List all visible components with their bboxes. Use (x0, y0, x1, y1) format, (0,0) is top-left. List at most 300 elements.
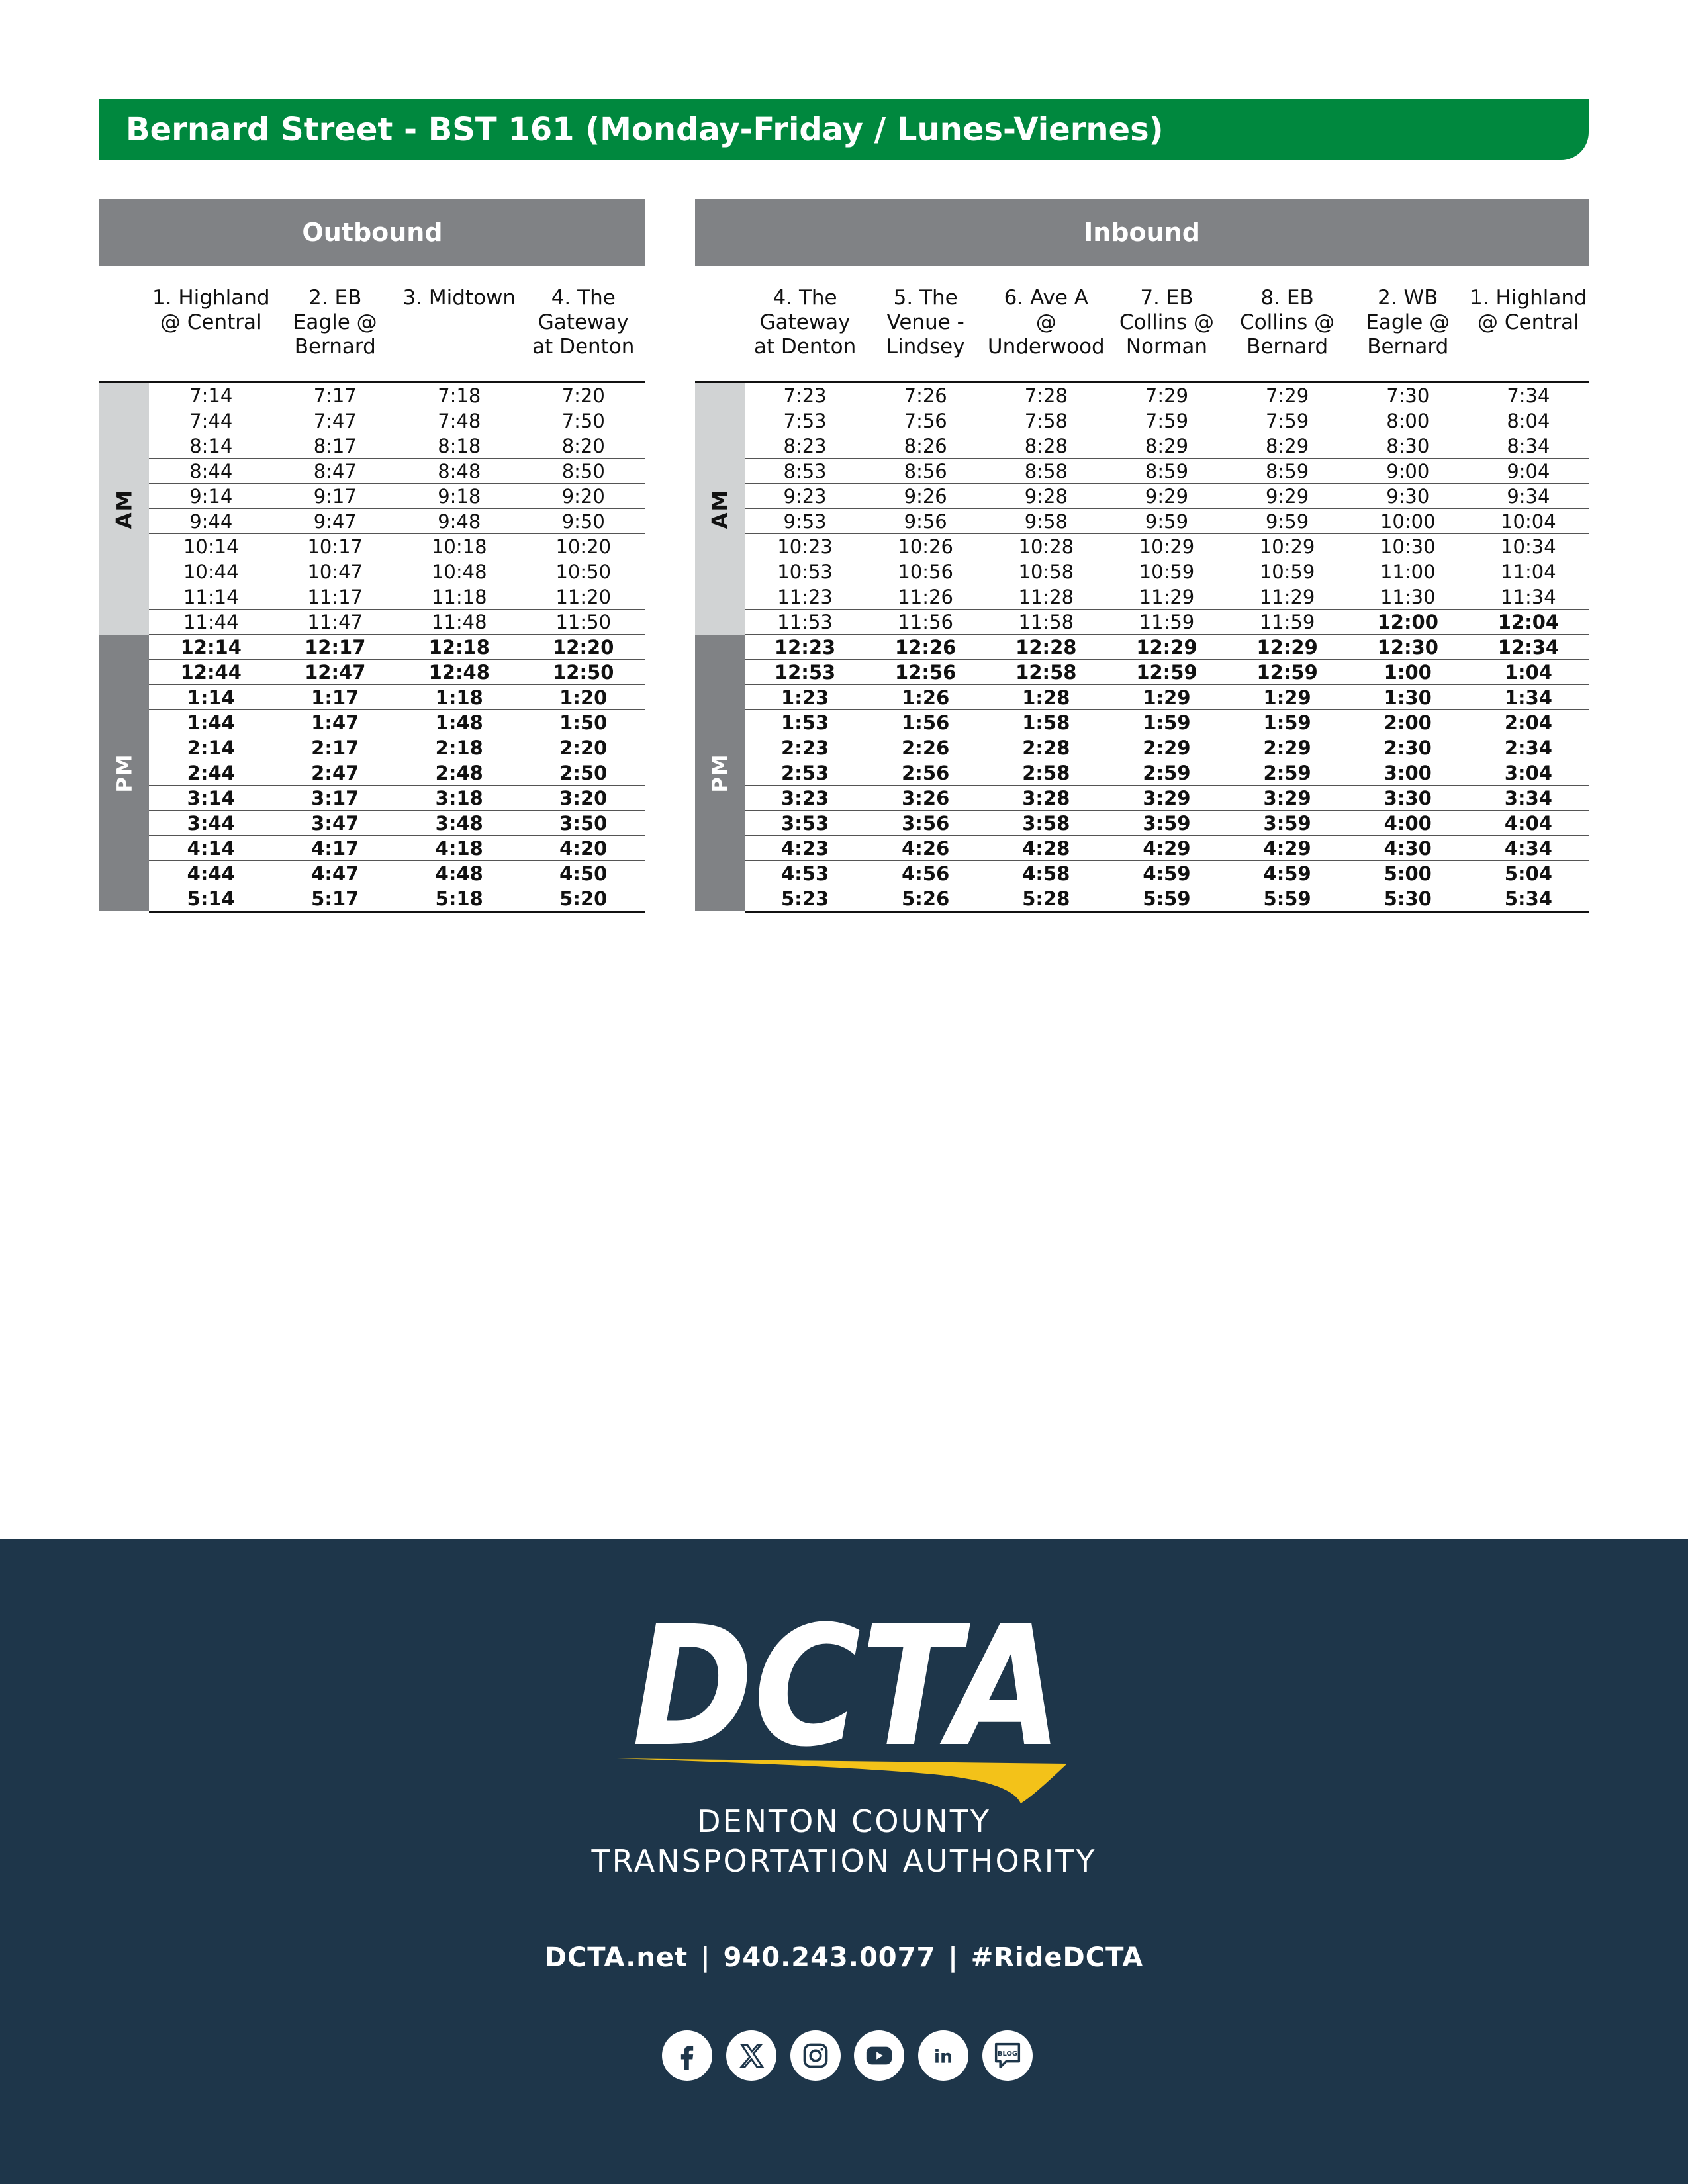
time-cell: 3:30 (1383, 787, 1432, 809)
am-period-label (695, 383, 745, 635)
table-row (149, 559, 645, 584)
time-cell: 4:59 (1263, 862, 1311, 885)
time-cell: 10:26 (898, 535, 953, 558)
time-cell: 9:28 (1024, 485, 1068, 508)
time-cell: 3:59 (1263, 812, 1311, 835)
am-label-text: AM (707, 488, 733, 529)
time-cell: 4:56 (902, 862, 950, 885)
time-cell: 9:56 (904, 510, 947, 533)
outbound-stop-header: 1. Highland @ Central (152, 286, 270, 334)
time-cell: 10:29 (1139, 535, 1195, 558)
time-cell: 3:47 (311, 812, 359, 835)
time-cell: 8:50 (561, 460, 605, 482)
time-cell: 1:17 (311, 686, 359, 709)
time-cell: 12:23 (774, 636, 836, 659)
time-cell: 3:26 (902, 787, 950, 809)
time-cell: 7:18 (438, 385, 481, 407)
facebook-icon[interactable] (662, 2030, 712, 2081)
time-cell: 12:29 (1256, 636, 1318, 659)
time-cell: 11:34 (1501, 586, 1556, 608)
time-cell: 7:59 (1266, 410, 1309, 432)
time-cell: 5:26 (902, 887, 950, 910)
time-cell: 3:17 (311, 787, 359, 809)
time-cell: 2:59 (1263, 762, 1311, 784)
time-cell: 10:28 (1018, 535, 1074, 558)
time-cell: 2:17 (311, 737, 359, 759)
time-cell: 9:48 (438, 510, 481, 533)
time-cell: 2:18 (435, 737, 483, 759)
time-cell: 10:50 (555, 561, 612, 583)
time-cell: 1:59 (1143, 711, 1191, 734)
time-cell: 8:30 (1386, 435, 1430, 457)
time-cell: 10:34 (1501, 535, 1556, 558)
time-cell: 10:17 (307, 535, 363, 558)
blog-icon[interactable] (982, 2030, 1033, 2081)
time-cell: 5:28 (1022, 887, 1070, 910)
time-cell: 7:53 (783, 410, 827, 432)
time-cell: 8:47 (313, 460, 357, 482)
time-cell: 4:48 (435, 862, 483, 885)
time-cell: 3:50 (559, 812, 608, 835)
inbound-stop-header: 1. Highland @ Central (1470, 286, 1587, 334)
time-cell: 8:29 (1266, 435, 1309, 457)
inbound-header (695, 199, 1589, 266)
table-row (149, 459, 645, 484)
table-row (745, 559, 1589, 584)
time-cell: 10:23 (777, 535, 833, 558)
time-cell: 7:56 (904, 410, 947, 432)
table-row (149, 584, 645, 610)
time-cell: 10:00 (1380, 510, 1436, 533)
time-cell: 4:17 (311, 837, 359, 860)
time-cell: 8:04 (1507, 410, 1550, 432)
time-cell: 1:58 (1022, 711, 1070, 734)
time-cell: 1:28 (1022, 686, 1070, 709)
time-cell: 2:48 (435, 762, 483, 784)
time-cell: 2:04 (1504, 711, 1552, 734)
time-cell: 2:14 (187, 737, 235, 759)
time-cell: 5:18 (435, 887, 483, 910)
time-cell: 8:58 (1024, 460, 1068, 482)
time-cell: 11:47 (307, 611, 363, 633)
time-cell: 7:48 (438, 410, 481, 432)
time-cell: 5:04 (1504, 862, 1552, 885)
time-cell: 8:59 (1145, 460, 1189, 482)
time-cell: 11:53 (777, 611, 833, 633)
time-cell: 5:00 (1383, 862, 1432, 885)
linkedin-icon-label: in (934, 2046, 953, 2068)
time-cell: 12:34 (1497, 636, 1560, 659)
time-cell: 9:20 (561, 485, 605, 508)
time-cell: 3:48 (435, 812, 483, 835)
table-row (149, 534, 645, 559)
table-row (745, 836, 1589, 861)
time-cell: 1:44 (187, 711, 235, 734)
time-cell: 4:30 (1383, 837, 1432, 860)
time-cell: 7:58 (1024, 410, 1068, 432)
inbound-stop-header: 7. EB Collins @ Norman (1119, 286, 1215, 359)
inbound-stop-header: 4. The Gateway at Denton (753, 286, 857, 359)
time-cell: 10:14 (183, 535, 239, 558)
time-cell: 10:29 (1259, 535, 1315, 558)
table-row (745, 509, 1589, 534)
time-cell: 4:23 (780, 837, 829, 860)
time-cell: 7:29 (1145, 385, 1189, 407)
contact-info[interactable]: DCTA.net | 940.243.0077 | #RideDCTA (544, 1942, 1144, 1973)
time-cell: 11:04 (1501, 561, 1556, 583)
time-cell: 5:14 (187, 887, 235, 910)
inbound-stop-header: 8. EB Collins @ Bernard (1240, 286, 1335, 359)
time-cell: 3:29 (1263, 787, 1311, 809)
inbound-stop-header: 2. WB Eagle @ Bernard (1366, 286, 1450, 359)
time-cell: 9:30 (1386, 485, 1430, 508)
time-cell: 4:26 (902, 837, 950, 860)
time-cell: 12:58 (1015, 661, 1077, 684)
time-cell: 1:50 (559, 711, 608, 734)
time-cell: 4:58 (1022, 862, 1070, 885)
time-cell: 12:48 (428, 661, 490, 684)
table-row (149, 484, 645, 509)
table-row (745, 861, 1589, 886)
time-cell: 10:59 (1259, 561, 1315, 583)
time-cell: 12:26 (895, 636, 957, 659)
time-cell: 1:47 (311, 711, 359, 734)
table-row (149, 383, 645, 408)
time-cell: 3:59 (1143, 812, 1191, 835)
table-row (149, 635, 645, 660)
time-cell: 11:26 (898, 586, 953, 608)
time-cell: 4:53 (780, 862, 829, 885)
time-cell: 10:30 (1380, 535, 1436, 558)
org-name-line2: TRANSPORTATION AUTHORITY (591, 1843, 1097, 1879)
time-cell: 8:00 (1386, 410, 1430, 432)
pm-label-text: PM (111, 753, 137, 793)
time-cell: 1:34 (1504, 686, 1552, 709)
time-cell: 1:14 (187, 686, 235, 709)
time-cell: 8:26 (904, 435, 947, 457)
time-cell: 2:29 (1143, 737, 1191, 759)
time-cell: 11:59 (1139, 611, 1195, 633)
time-cell: 2:28 (1022, 737, 1070, 759)
time-cell: 1:48 (435, 711, 483, 734)
time-cell: 8:59 (1266, 460, 1309, 482)
time-cell: 3:58 (1022, 812, 1070, 835)
time-cell: 12:59 (1136, 661, 1197, 684)
route-title-bar (99, 99, 1589, 160)
outbound-stop-header: 4. The Gateway at Denton (532, 286, 635, 359)
time-cell: 11:56 (898, 611, 953, 633)
time-cell: 1:20 (559, 686, 608, 709)
table-row (149, 610, 645, 635)
time-cell: 1:23 (780, 686, 829, 709)
instagram-icon[interactable] (790, 2030, 841, 2081)
time-cell: 11:28 (1018, 586, 1074, 608)
time-cell: 3:14 (187, 787, 235, 809)
am-label-text: AM (111, 488, 137, 529)
time-cell: 8:29 (1145, 435, 1189, 457)
table-row (745, 811, 1589, 836)
time-cell: 3:34 (1504, 787, 1552, 809)
outbound-stop-header: 3. Midtown (402, 286, 516, 310)
time-cell: 9:53 (783, 510, 827, 533)
time-cell: 8:18 (438, 435, 481, 457)
time-cell: 11:58 (1018, 611, 1074, 633)
time-cell: 7:20 (561, 385, 605, 407)
time-cell: 2:50 (559, 762, 608, 784)
time-cell: 9:26 (904, 485, 947, 508)
time-cell: 7:50 (561, 410, 605, 432)
time-cell: 4:20 (559, 837, 608, 860)
time-cell: 4:34 (1504, 837, 1552, 860)
table-row (149, 811, 645, 836)
dcta-logo-text: DCTA (632, 1605, 1062, 1783)
time-cell: 7:26 (904, 385, 947, 407)
time-cell: 4:00 (1383, 812, 1432, 835)
time-cell: 10:47 (307, 561, 363, 583)
time-cell: 11:48 (431, 611, 487, 633)
time-cell: 12:53 (774, 661, 836, 684)
time-cell: 7:34 (1507, 385, 1550, 407)
x-icon[interactable] (726, 2030, 776, 2081)
route-title: Bernard Street - BST 161 (Monday-Friday / Lunes-Viernes) (126, 111, 1164, 148)
dcta-logo (609, 1605, 1086, 1803)
time-cell: 7:17 (313, 385, 357, 407)
time-cell: 3:28 (1022, 787, 1070, 809)
table-row (149, 735, 645, 760)
footer (0, 1539, 1688, 2184)
time-cell: 9:58 (1024, 510, 1068, 533)
time-cell: 8:23 (783, 435, 827, 457)
time-cell: 4:44 (187, 862, 235, 885)
time-cell: 2:26 (902, 737, 950, 759)
time-cell: 12:59 (1256, 661, 1318, 684)
time-cell: 1:29 (1263, 686, 1311, 709)
time-cell: 2:59 (1143, 762, 1191, 784)
table-row (745, 760, 1589, 786)
table-row (149, 660, 645, 685)
time-cell: 10:59 (1139, 561, 1195, 583)
time-cell: 11:50 (555, 611, 612, 633)
time-cell: 3:29 (1143, 787, 1191, 809)
time-cell: 5:59 (1263, 887, 1311, 910)
time-cell: 2:56 (902, 762, 950, 784)
time-cell: 12:29 (1136, 636, 1197, 659)
youtube-icon[interactable] (854, 2030, 904, 2081)
table-row (149, 886, 645, 913)
time-cell: 11:14 (183, 586, 239, 608)
time-cell: 9:34 (1507, 485, 1550, 508)
time-cell: 3:00 (1383, 762, 1432, 784)
table-row (745, 786, 1589, 811)
time-cell: 12:00 (1377, 611, 1438, 633)
time-cell: 4:29 (1263, 837, 1311, 860)
time-cell: 2:23 (780, 737, 829, 759)
time-cell: 10:48 (431, 561, 487, 583)
inbound-stop-header: 6. Ave A @ Underwood (987, 286, 1105, 359)
time-cell: 3:20 (559, 787, 608, 809)
time-cell: 8:28 (1024, 435, 1068, 457)
time-cell: 10:04 (1501, 510, 1556, 533)
time-cell: 1:18 (435, 686, 483, 709)
time-cell: 4:14 (187, 837, 235, 860)
time-cell: 12:30 (1377, 636, 1438, 659)
time-cell: 7:29 (1266, 385, 1309, 407)
time-cell: 11:17 (307, 586, 363, 608)
time-cell: 2:58 (1022, 762, 1070, 784)
time-cell: 11:00 (1380, 561, 1436, 583)
time-cell: 2:20 (559, 737, 608, 759)
time-cell: 9:14 (189, 485, 233, 508)
time-cell: 10:53 (777, 561, 833, 583)
time-cell: 8:17 (313, 435, 357, 457)
time-cell: 11:20 (555, 586, 612, 608)
table-row (149, 836, 645, 861)
time-cell: 1:53 (780, 711, 829, 734)
table-row (745, 610, 1589, 635)
time-cell: 3:44 (187, 812, 235, 835)
time-cell: 3:56 (902, 812, 950, 835)
time-cell: 12:04 (1497, 611, 1560, 633)
time-cell: 4:29 (1143, 837, 1191, 860)
time-cell: 11:30 (1380, 586, 1436, 608)
time-cell: 12:20 (553, 636, 614, 659)
table-row (149, 509, 645, 534)
time-cell: 10:56 (898, 561, 953, 583)
table-row (745, 584, 1589, 610)
time-cell: 10:44 (183, 561, 239, 583)
linkedin-icon[interactable] (918, 2030, 968, 2081)
table-row (745, 459, 1589, 484)
time-cell: 2:53 (780, 762, 829, 784)
time-cell: 1:00 (1383, 661, 1432, 684)
time-cell: 3:04 (1504, 762, 1552, 784)
table-row (745, 408, 1589, 433)
time-cell: 8:20 (561, 435, 605, 457)
time-cell: 1:56 (902, 711, 950, 734)
pm-period-label (99, 635, 149, 911)
table-row (149, 710, 645, 735)
time-cell: 9:59 (1145, 510, 1189, 533)
pm-label-text: PM (707, 753, 733, 793)
time-cell: 9:18 (438, 485, 481, 508)
time-cell: 9:17 (313, 485, 357, 508)
time-cell: 9:00 (1386, 460, 1430, 482)
time-cell: 2:34 (1504, 737, 1552, 759)
table-row (745, 685, 1589, 710)
time-cell: 5:59 (1143, 887, 1191, 910)
time-cell: 3:18 (435, 787, 483, 809)
time-cell: 4:47 (311, 862, 359, 885)
time-cell: 9:44 (189, 510, 233, 533)
time-cell: 8:34 (1507, 435, 1550, 457)
time-cell: 10:18 (431, 535, 487, 558)
time-cell: 12:56 (895, 661, 957, 684)
time-cell: 11:23 (777, 586, 833, 608)
table-row (149, 433, 645, 459)
time-cell: 5:20 (559, 887, 608, 910)
table-row (745, 534, 1589, 559)
time-cell: 10:58 (1018, 561, 1074, 583)
table-row (745, 886, 1589, 913)
time-cell: 1:04 (1504, 661, 1552, 684)
time-cell: 1:30 (1383, 686, 1432, 709)
time-cell: 4:28 (1022, 837, 1070, 860)
time-cell: 3:23 (780, 787, 829, 809)
time-cell: 9:47 (313, 510, 357, 533)
table-row (149, 408, 645, 433)
inbound-label: Inbound (1084, 218, 1200, 247)
time-cell: 9:59 (1266, 510, 1309, 533)
table-row (745, 660, 1589, 685)
time-cell: 7:28 (1024, 385, 1068, 407)
blog-icon-label: BLOG (997, 2050, 1018, 2058)
time-cell: 2:47 (311, 762, 359, 784)
time-cell: 5:17 (311, 887, 359, 910)
time-cell: 3:53 (780, 812, 829, 835)
time-cell: 9:29 (1266, 485, 1309, 508)
time-cell: 10:20 (555, 535, 612, 558)
time-cell: 5:34 (1504, 887, 1552, 910)
table-row (745, 484, 1589, 509)
time-cell: 1:29 (1143, 686, 1191, 709)
time-cell: 2:44 (187, 762, 235, 784)
time-cell: 12:14 (180, 636, 242, 659)
time-cell: 11:44 (183, 611, 239, 633)
table-row (745, 735, 1589, 760)
time-cell: 4:18 (435, 837, 483, 860)
time-cell: 8:44 (189, 460, 233, 482)
pm-period-label (695, 635, 745, 911)
table-row (149, 760, 645, 786)
time-cell: 11:29 (1139, 586, 1195, 608)
time-cell: 4:04 (1504, 812, 1552, 835)
time-cell: 7:47 (313, 410, 357, 432)
table-row (745, 433, 1589, 459)
time-cell: 12:18 (428, 636, 490, 659)
time-cell: 11:29 (1259, 586, 1315, 608)
time-cell: 7:59 (1145, 410, 1189, 432)
time-cell: 7:23 (783, 385, 827, 407)
inbound-stop-header: 5. The Venue - Lindsey (886, 286, 965, 359)
time-cell: 11:18 (431, 586, 487, 608)
time-cell: 12:47 (305, 661, 366, 684)
time-cell: 2:29 (1263, 737, 1311, 759)
time-cell: 11:59 (1259, 611, 1315, 633)
table-row (149, 786, 645, 811)
outbound-header (99, 199, 645, 266)
time-cell: 9:29 (1145, 485, 1189, 508)
time-cell: 12:17 (305, 636, 366, 659)
outbound-stop-header: 2. EB Eagle @ Bernard (293, 286, 377, 359)
table-row (149, 861, 645, 886)
am-period-label (99, 383, 149, 635)
time-cell: 12:28 (1015, 636, 1077, 659)
time-cell: 12:50 (553, 661, 614, 684)
time-cell: 5:23 (780, 887, 829, 910)
outbound-label: Outbound (302, 218, 443, 247)
table-row (149, 685, 645, 710)
time-cell: 4:50 (559, 862, 608, 885)
time-cell: 7:44 (189, 410, 233, 432)
social-links (662, 2030, 1033, 2083)
time-cell: 2:00 (1383, 711, 1432, 734)
org-name-line1: DENTON COUNTY (697, 1803, 991, 1839)
time-cell: 1:59 (1263, 711, 1311, 734)
time-cell: 2:30 (1383, 737, 1432, 759)
table-row (745, 710, 1589, 735)
time-cell: 7:14 (189, 385, 233, 407)
time-cell: 8:56 (904, 460, 947, 482)
